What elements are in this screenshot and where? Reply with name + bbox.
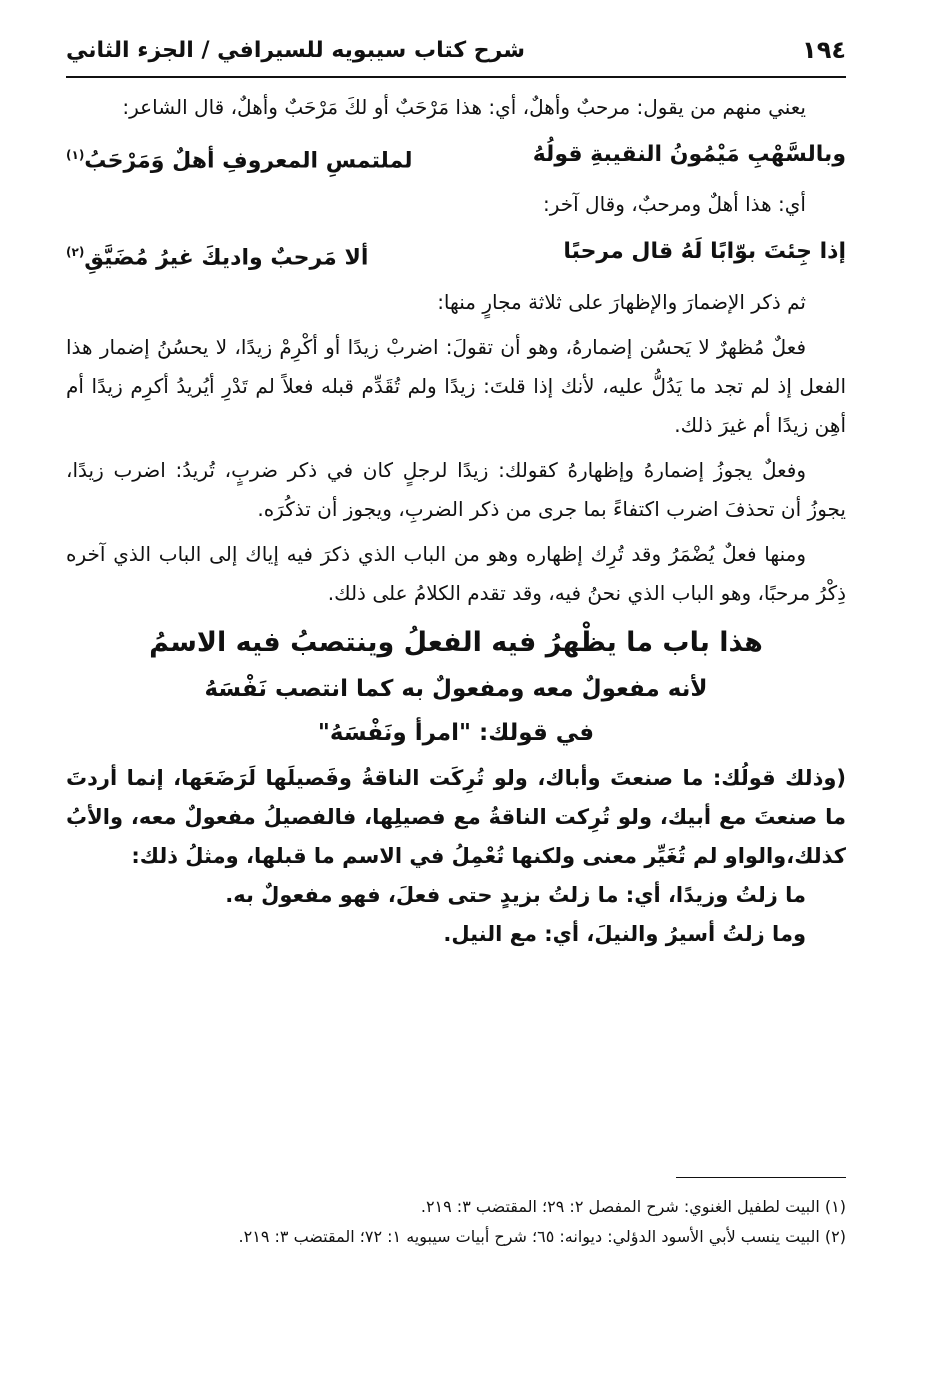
- quote-paragraph-3: وما زلتُ أسيرُ والنيلَ، أي: مع النيل.: [443, 921, 806, 946]
- chapter-subtitle-2: في قولك: "امرأ ونَفْسَهُ": [317, 719, 595, 746]
- paragraph-3: ثم ذكر الإضمارَ والإظهارَ على ثلاثة مجارٍ منها:: [437, 289, 806, 314]
- verse-1-first-hemistich: وبالسَّهْبِ مَيْمُونُ النقيبةِ قولُهُ: [532, 142, 846, 167]
- verse-1: [66, 133, 846, 183]
- chapter-subtitle-1: لأنه مفعولٌ معه ومفعولٌ به كما انتصب نَفْسَهُ: [204, 675, 708, 702]
- verse-2-first-hemistich: إذا جِئتَ بوّابًا لَهُ قال مرحبًا: [563, 239, 846, 265]
- quoted-text: [66, 759, 846, 954]
- main-text: [66, 88, 846, 613]
- quote-paragraph-2: ما زلتُ وزيدًا، أي: ما زلتُ بزيدٍ حتى فعلَ، فهو مفعولٌ به.: [225, 882, 806, 907]
- running-title: شرح كتاب سيبويه للسيرافي / الجزء الثاني: [66, 38, 525, 63]
- paragraph-4: فعلٌ مُظهرٌ لا يَحسُن إضمارهُ، وهو أن تقولَ: اضربْ زيدًا أو أكْرِمْ زيدًا، لا يحسُنُ إضمار هذا الفعل إذ لم تجد ما يَدُلُّ عليه، لأنك إذا قلتَ: زيدًا ولم تُقَدِّم قبله فعلاً لم تَدْرِ أيُريدُ أكرِم زيدًا أم أهِن زيدًا أم غيرَ ذلك.: [66, 334, 846, 437]
- paragraph-1: يعني منهم من يقول: مرحبٌ وأهلٌ، أي: هذا مَرْحَبٌ أو لكَ مَرْحَبٌ وأهلٌ، قال الشاعر:: [122, 95, 806, 119]
- paragraph-5: وفعلٌ يجوزُ إضمارهُ وإظهارهُ كقولك: زيدًا لرجلٍ كان في ذكر ضربٍ، تُريدُ: اضرب زيدًا، يجوزُ أن تحذفَ اضرب اكتفاءً بما جرى من ذكر الضربِ، ويجوز أن تذكُرَه.: [66, 457, 846, 521]
- paragraph-2: أي: هذا أهلٌ ومرحبٌ، وقال آخر:: [543, 192, 806, 217]
- paragraph-6: ومنها فعلٌ يُضْمَرُ وقد تُرِك إظهاره وهو من الباب الذي ذكرَ فيه إياك إلى الباب الذي آخره ذِكْرُ مرحبًا، وهو الباب الذي نحنُ فيه، وقد تقدم الكلامُ على ذلك.: [66, 541, 846, 605]
- footnote-1: (١) البيت لطفيل الغنوي: شرح المفصل ٢: ٢٩؛ المقتضب ٣: ٢١٩.: [420, 1197, 846, 1216]
- book-page: [66, 30, 846, 1350]
- page-number: ١٩٤: [802, 36, 846, 64]
- quote-paragraph-1: (وذلك قولُك: ما صنعتَ وأباك، ولو تُرِكَت الناقةُ وفَصيلَها لَرَضَعَها، إنما أردتَ ما صنعتَ مع أبيك، ولو تُرِكت الناقةُ مع فصيلِها، فالفصيلُ مفعولٌ معه، والأبُ كذلك،والواو لم تُغَيِّر معنى ولكنها تُعْمِلُ في الاسم ما قبلها، ومثلُ ذلك:: [66, 765, 846, 868]
- verse-2-second-hemistich: ألا مَرحبٌ واديكَ غيرُ مُضَيَّقِ$^{(٢)}$: [66, 245, 369, 271]
- verse-1-second-hemistich: لملتمسِ المعروفِ أهلٌ وَمَرْحَبُ$^{(١)}$: [66, 148, 413, 174]
- footnote-separator: [676, 1177, 846, 1178]
- footnote-ref-1: (١): [66, 148, 85, 162]
- chapter-title: هذا باب ما يظْهرُ فيه الفعلُ وينتصبُ فيه الاسمُ: [149, 626, 763, 658]
- footnote-2: (٢) البيت ينسب لأبي الأسود الدؤلي: ديوانه: ٦٥؛ شرح أبيات سيبويه ١: ٧٢؛ المقتضب ٣: ٢١٩.: [238, 1227, 846, 1246]
- footnote-ref-2: (٢): [66, 245, 85, 260]
- page-header: [66, 30, 846, 78]
- footnotes: [66, 1192, 846, 1252]
- verse-2: [66, 230, 846, 280]
